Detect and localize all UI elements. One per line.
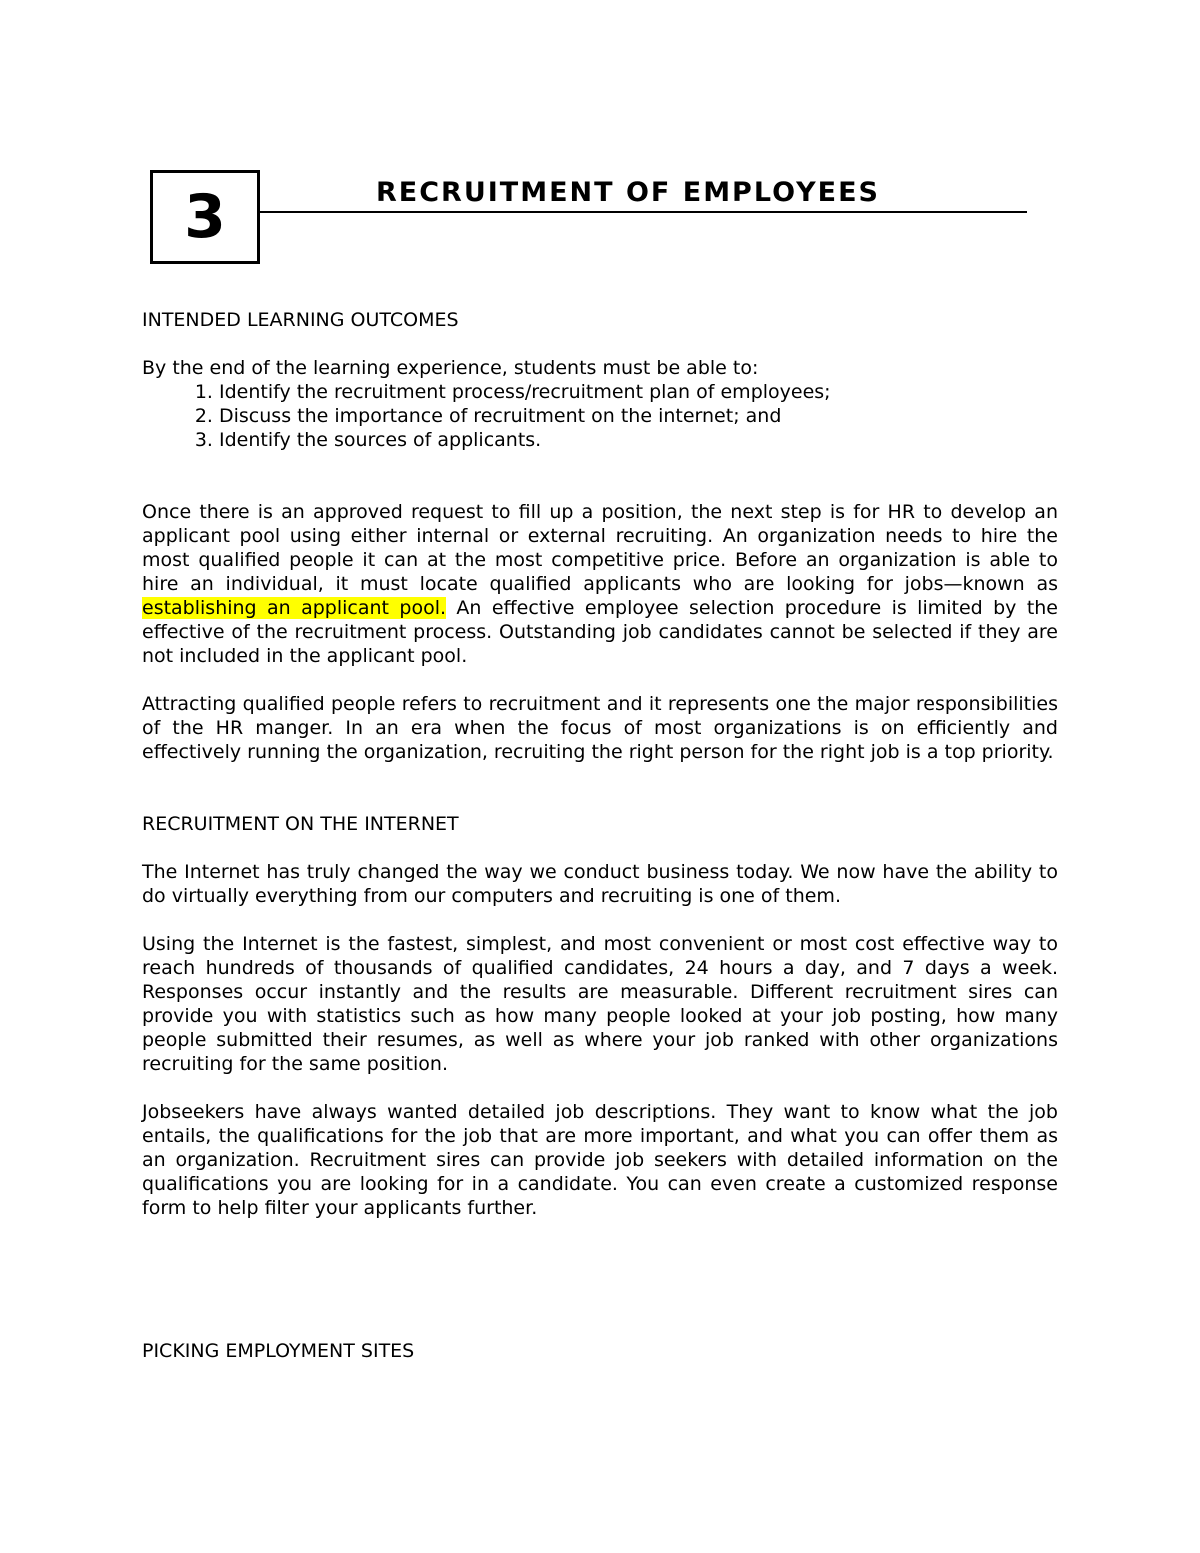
document-content — [142, 308, 1058, 1363]
learning-outcome-item: 1. Identify the recruitment process/recruitment plan of employees; — [219, 380, 1058, 404]
recruitment-responsibility-paragraph: Attracting qualified people refers to recruitment and it represents one the major responsibilities of the HR manger. In an era when the focus of most organizations is on efficiently and effectively running the organization, recruiting the right person for the right job is a top priority. — [142, 693, 1058, 763]
learning-outcomes-intro: By the end of the learning experience, students must be able to: — [142, 357, 759, 379]
learning-outcome-item: 2. Discuss the importance of recruitment on the internet; and — [219, 404, 1058, 428]
internet-paragraph-3: Jobseekers have always wanted detailed job descriptions. They want to know what the job entails, the qualifications for the job that are more important, and what you can offer them as an organization. Recruitment sires can provide job seekers with detailed information on the qualifications you are looking for in a candidate. You can even create a customized response form to help filter your applicants further. — [142, 1101, 1058, 1219]
learning-outcomes-heading: INTENDED LEARNING OUTCOMES — [142, 309, 459, 331]
internet-paragraph-2: Using the Internet is the fastest, simplest, and most convenient or most cost effective way to reach hundreds of thousands of qualified candidates, 24 hours a day, and 7 days a week. Responses occur instantly and the results are measurable. Different recruitment sires can provide you with statistics such as how many people looked at your job posting, how many people submitted their resumes, as well as where your job ranked with other organizations recruiting for the same position. — [142, 933, 1058, 1075]
applicant-pool-paragraph — [142, 500, 1058, 668]
chapter-number: 3 — [184, 182, 226, 252]
applicant-pool-text-end: An effective employee selection procedure is limited by the effective of the recruitment process. Outstanding job candidates cannot be selected if they are not included in the applicant pool. — [142, 597, 1058, 667]
chapter-number-box — [150, 170, 260, 264]
internet-recruitment-heading: RECRUITMENT ON THE INTERNET — [142, 813, 459, 835]
highlighted-term: establishing an applicant pool. — [142, 597, 447, 619]
applicant-pool-text-start: Once there is an approved request to fill up a position, the next step is for HR to develop an applicant pool using either internal or external recruiting. An organization needs to hire the most qualified people it can at the most competitive price. Before an organization is able to hire an individual, it must locate qualified applicants who are looking for jobs—known as — [142, 501, 1058, 595]
learning-outcomes-list — [142, 380, 1058, 452]
employment-sites-heading: PICKING EMPLOYMENT SITES — [142, 1340, 415, 1362]
internet-paragraph-1: The Internet has truly changed the way we conduct business today. We now have the ability to do virtually everything from our computers and recruiting is one of them. — [142, 861, 1058, 907]
learning-outcome-item: 3. Identify the sources of applicants. — [219, 428, 1058, 452]
chapter-title-rule — [257, 211, 1027, 213]
chapter-title: RECRUITMENT OF EMPLOYEES — [376, 177, 880, 208]
